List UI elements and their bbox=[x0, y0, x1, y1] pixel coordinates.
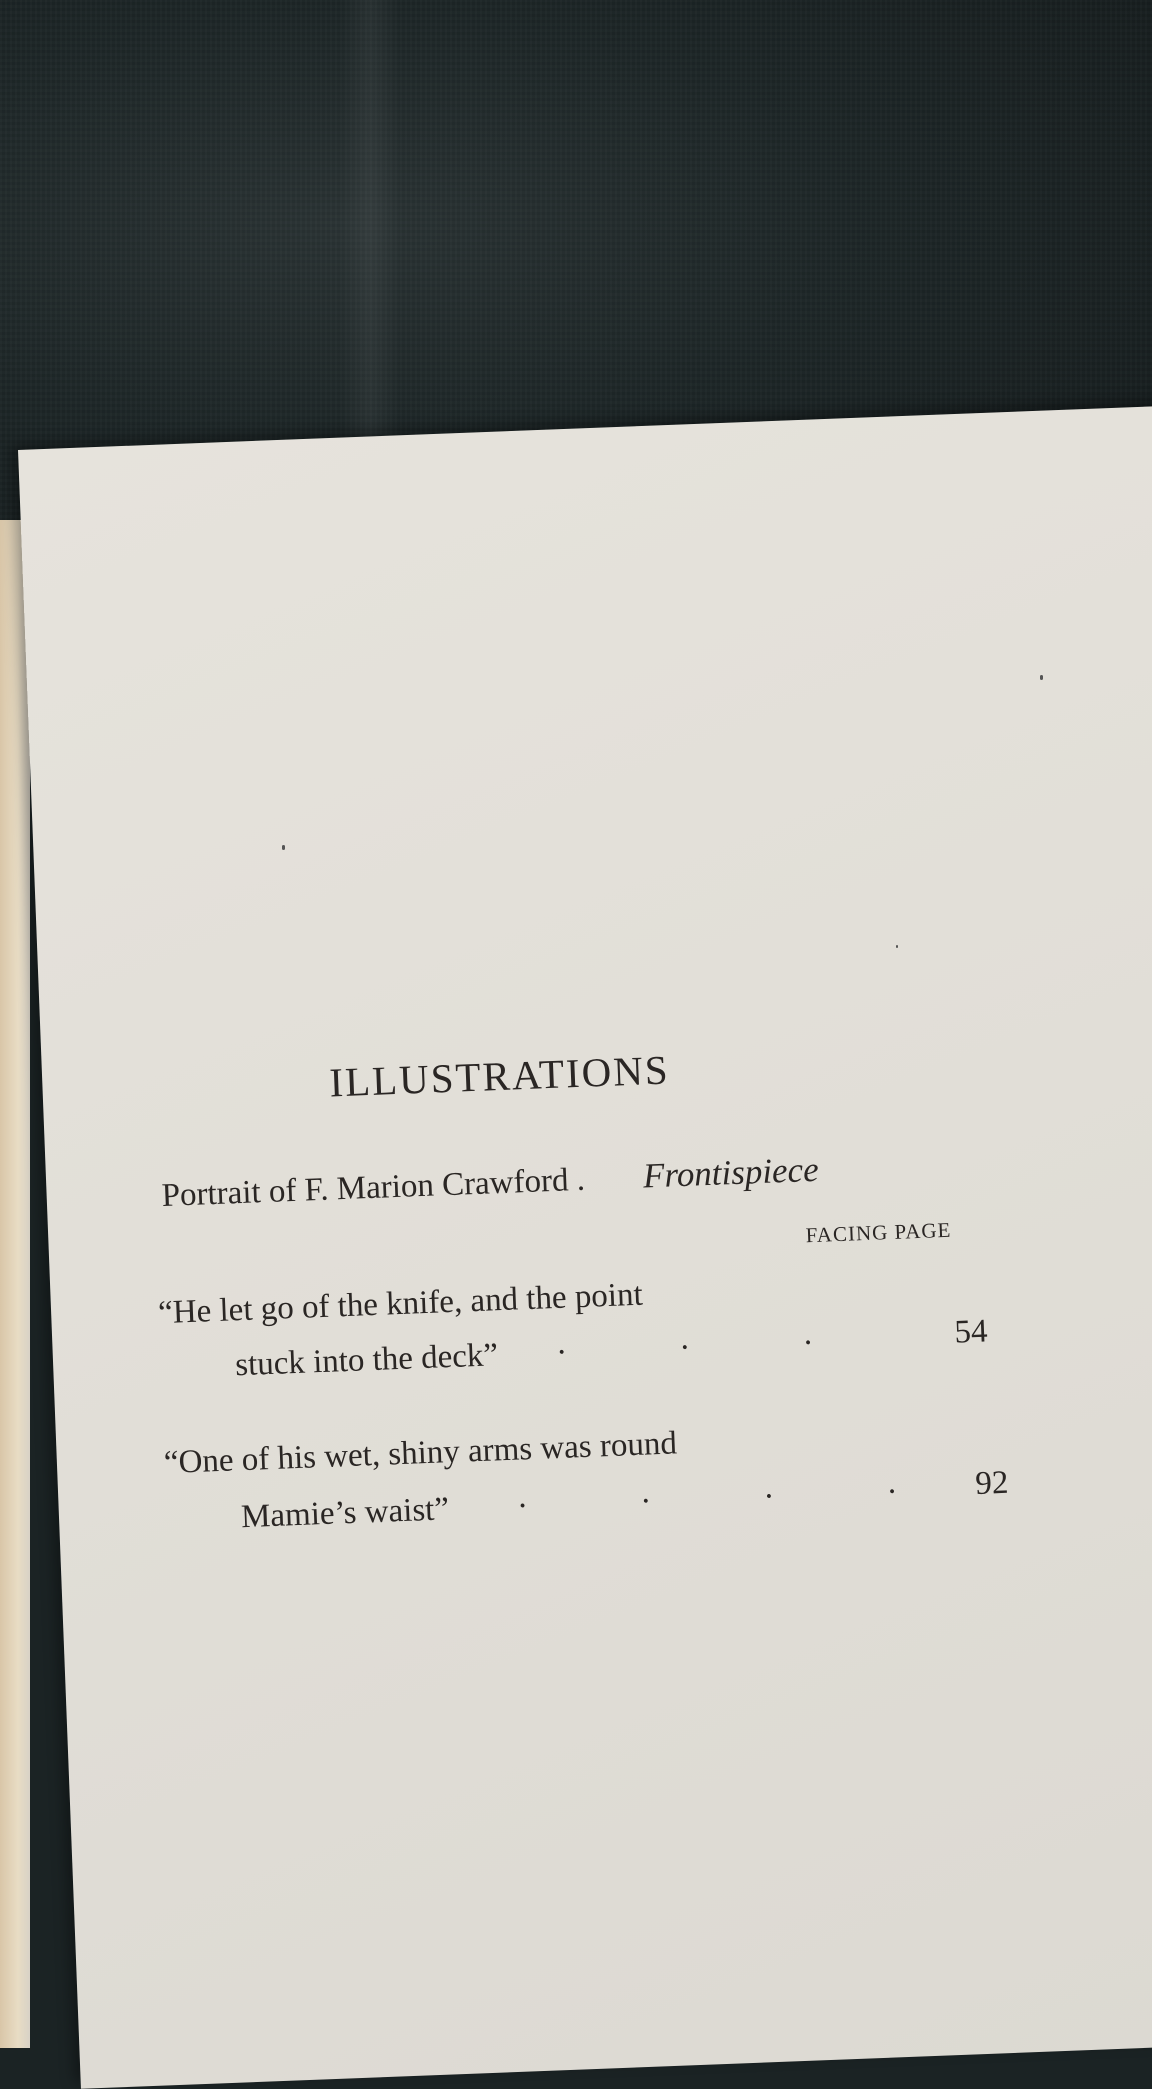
entry-caption: Portrait of F. Marion Crawford . bbox=[160, 1161, 586, 1214]
column-label: FACING PAGE bbox=[805, 1217, 952, 1248]
paper-speck bbox=[896, 945, 898, 948]
dot-leaders: · · · bbox=[555, 1323, 867, 1371]
page-number: 54 bbox=[953, 1313, 989, 1351]
entry-caption: stuck into the deck” bbox=[234, 1337, 499, 1384]
entry-2-line-2 bbox=[240, 1472, 950, 1536]
page-title: ILLUSTRATIONS bbox=[328, 1046, 671, 1106]
dot-leaders: · · · · bbox=[516, 1471, 951, 1525]
entry-location: Frontispiece bbox=[642, 1149, 820, 1196]
entry-caption: Mamie’s waist” bbox=[240, 1491, 450, 1536]
entry-frontispiece bbox=[161, 1150, 819, 1215]
paper-speck bbox=[282, 845, 285, 850]
paper-speck bbox=[1040, 675, 1043, 680]
entry-2-line-1: “One of his wet, shiny arms was round bbox=[163, 1425, 678, 1482]
page-number: 92 bbox=[974, 1464, 1010, 1502]
entry-1-line-1: “He let go of the knife, and the point bbox=[157, 1276, 644, 1332]
entry-1-line-2 bbox=[235, 1323, 867, 1384]
